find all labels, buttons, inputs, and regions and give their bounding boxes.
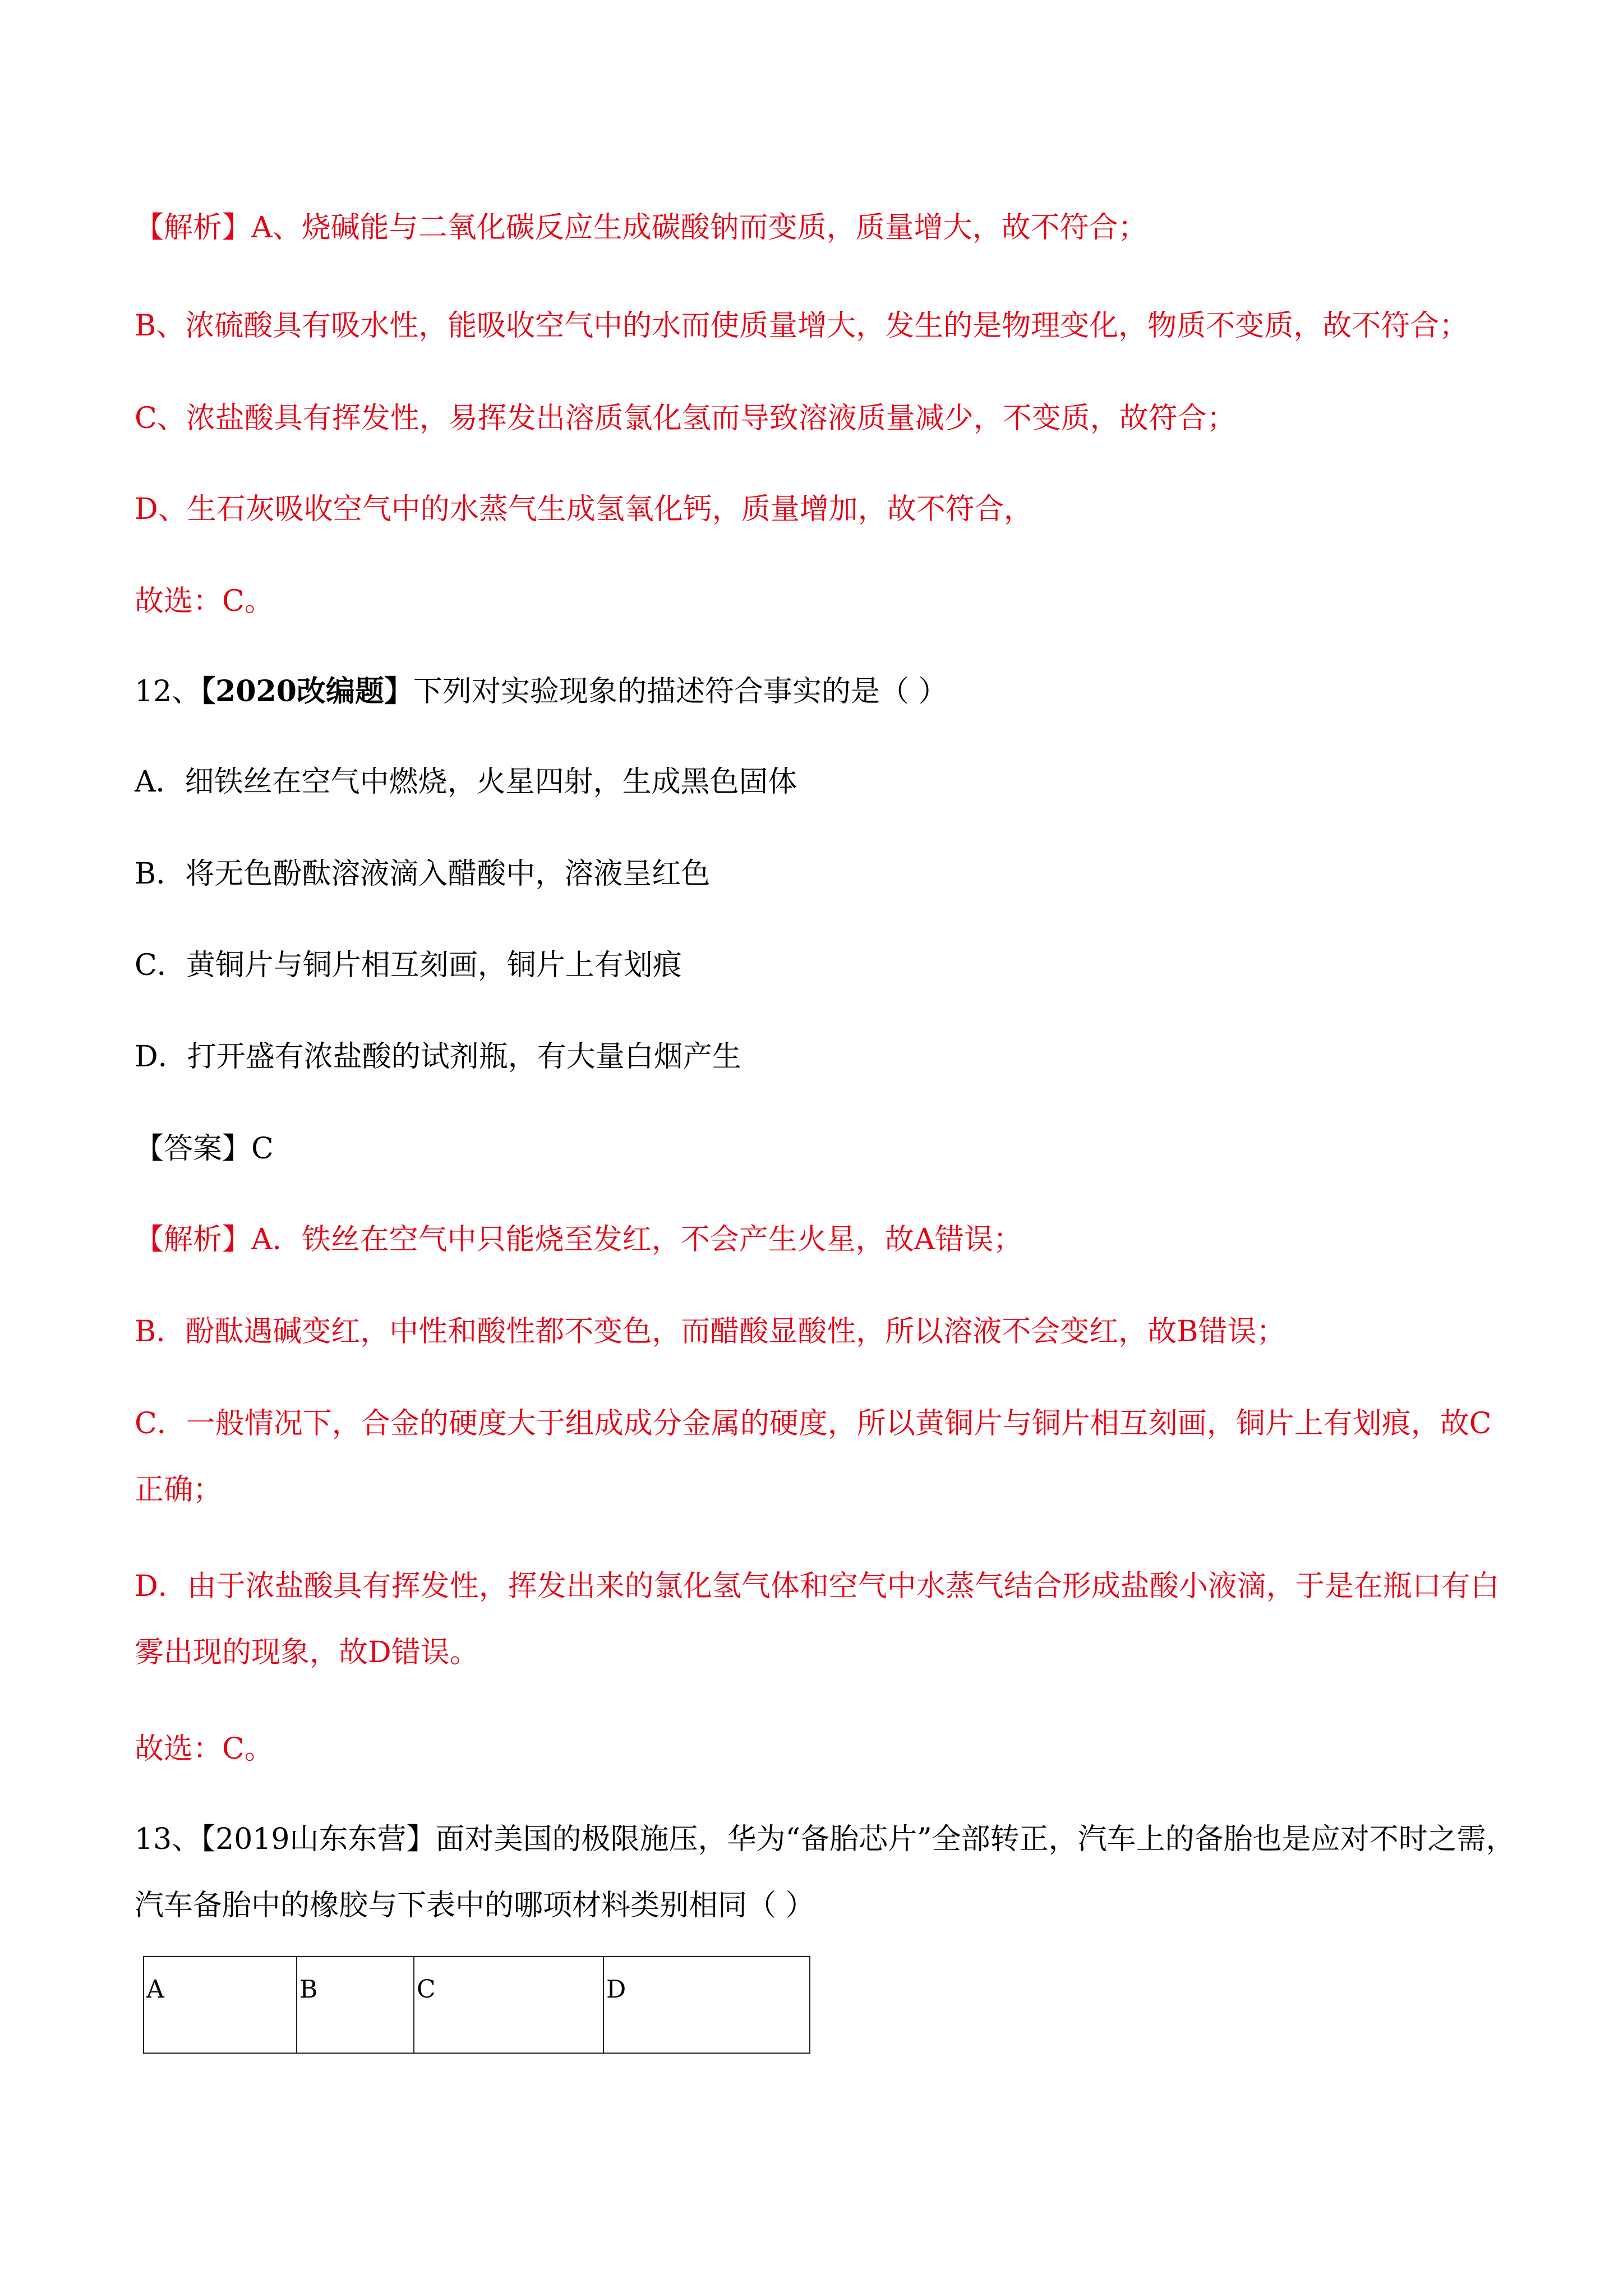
q12-option-b: B．将无色酚酞溶液滴入醋酸中，溶液呈红色 (135, 857, 711, 891)
q12-stem (135, 671, 947, 712)
q12-analysis-line-b: B．酚酞遇碱变红，中性和酸性都不变色，而醋酸显酸性，所以溶液不会变红，故B错误； (135, 1315, 1286, 1349)
q12-option-a: A．细铁丝在空气中燃烧，火星四射，生成黑色固体 (135, 765, 797, 799)
q12-analysis-line-d2: 雾出现的现象，故D错误。 (135, 1636, 479, 1669)
question-text: 下列对实验现象的描述符合事实的是（ ） (413, 675, 948, 708)
q12-conclusion: 故选：C。 (135, 1732, 274, 1766)
question-source-tag: 【2019山东东营】 (201, 1823, 436, 1856)
question-source-tag: 【2020改编题】 (201, 674, 413, 708)
q13-stem-line1 (135, 1819, 1515, 1860)
q11-analysis-line-b: B、浓硫酸具有吸水性，能吸收空气中的水而使质量增大，发生的是物理变化，物质不变质，故不符合； (135, 309, 1469, 343)
q12-analysis-line-a: 【解析】A．铁丝在空气中只能烧至发红，不会产生火星，故A错误； (135, 1223, 1023, 1257)
question-number: 12、 (135, 675, 201, 708)
question-text: 面对美国的极限施压，华为“备胎芯片”全部转正，汽车上的备胎也是应对不时之需， (435, 1823, 1515, 1856)
q12-answer (135, 1129, 274, 1169)
q11-analysis-line-c: C、浓盐酸具有挥发性，易挥发出溶质氯化氢而导致溶液质量减少，不变质，故符合； (135, 402, 1236, 435)
q12-option-d: D．打开盛有浓盐酸的试剂瓶，有大量白烟产生 (135, 1040, 741, 1074)
answer-value: C (251, 1132, 274, 1166)
analysis-label: 【解析】 (135, 1223, 252, 1257)
table-cell-c: C (414, 1957, 603, 2053)
answer-label: 【答案】 (135, 1132, 252, 1166)
q12-analysis-line-c2: 正确； (135, 1473, 223, 1507)
q12-option-c: C．黄铜片与铜片相互刻画，铜片上有划痕 (135, 949, 682, 982)
q13-stem-line2: 汽车备胎中的橡胶与下表中的哪项材料类别相同（ ） (135, 1889, 815, 1922)
analysis-label: 【解析】 (135, 211, 252, 245)
table-cell-a: A (144, 1957, 297, 2053)
q13-options-table (143, 1956, 810, 2054)
q12-analysis-line-c1: C．一般情况下，合金的硬度大于组成成分金属的硬度，所以黄铜片与铜片相互刻画，铜片上有划痕，故C (135, 1407, 1492, 1441)
q11-analysis-line-d: D、生石灰吸收空气中的水蒸气生成氢氧化钙，质量增加，故不符合， (135, 493, 1033, 526)
q11-conclusion: 故选：C。 (135, 585, 274, 618)
table-cell-b: B (297, 1957, 414, 2053)
q11-analysis-line-a: 【解析】A、烧碱能与二氧化碳反应生成碳酸钠而变质，质量增大，故不符合； (135, 211, 1147, 245)
table-cell-d: D (603, 1957, 810, 2053)
q12-analysis-line-d1: D．由于浓盐酸具有挥发性，挥发出来的氯化氢气体和空气中水蒸气结合形成盐酸小液滴，于是在瓶口有白 (135, 1570, 1500, 1603)
table-row (144, 1957, 810, 2053)
question-number: 13、 (135, 1823, 201, 1856)
